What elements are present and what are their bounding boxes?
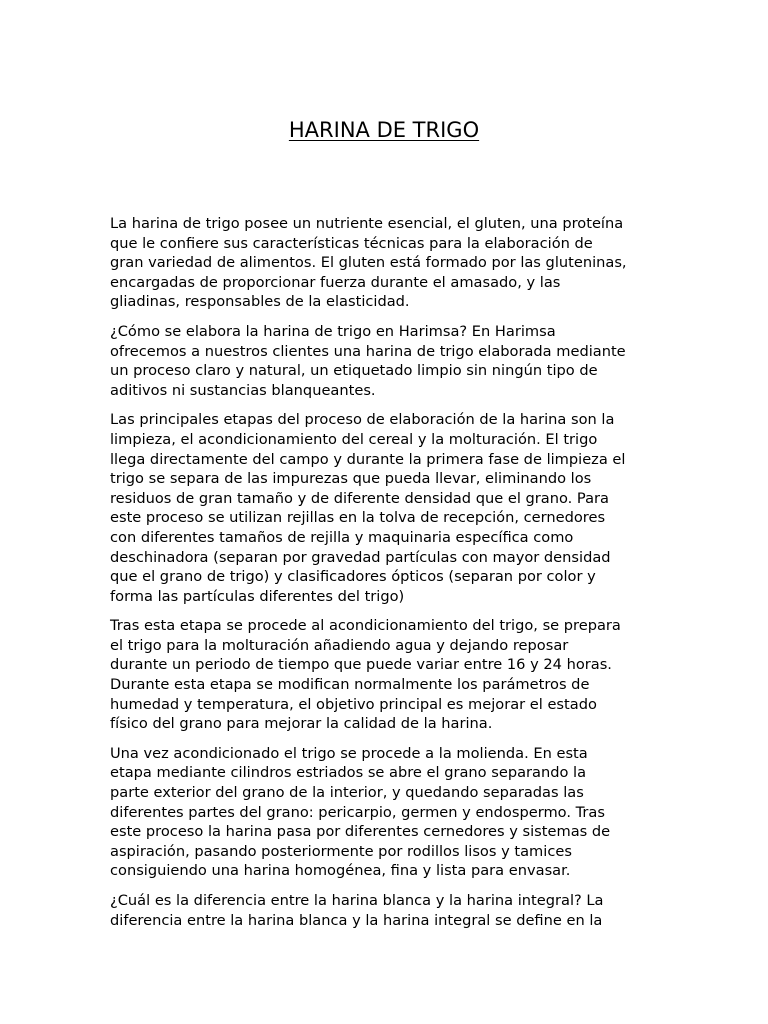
paragraph-milling: Una vez acondicionado el trigo se procede a la molienda. En esta etapa mediante cilindros estriados se abre el grano separando la parte exterior del grano de la interior, y quedando separadas las diferentes partes del grano: pericarpio, germen y endospermo. Tras este proceso la harina pasa por diferentes cernedores y sistemas de aspiración, pasando posteriormente por rodillos lisos y tamices consiguiendo una harina homogénea, fina y lista para envasar. xyxy=(110,744,611,880)
document-body xyxy=(110,214,662,940)
paragraph-gluten: La harina de trigo posee un nutriente esencial, el gluten, una proteína que le confiere sus características técnicas para la elaboración de gran variedad de alimentos. El gluten está formado por las gluteninas, encargadas de proporcionar fuerza durante el amasado, y las gliadinas, responsables de la elasticidad. xyxy=(110,215,627,311)
paragraph-stages-cleaning: Las principales etapas del proceso de elaboración de la harina son la limpieza, el acondicionamiento del cereal y la molturación. El trigo llega directamente del campo y durante la primera fase de limpieza el trigo se separa de las impurezas que pueda llevar, eliminando los residuos de gran tamaño y de diferente densidad que el grano. Para este proceso se utilizan rejillas en la tolva de recepción, cernedores con diferentes tamaños de rejilla y maquinaria específica como deschinadora (separan por gravedad partículas con mayor densidad que el grano de trigo) y clasificadores ópticos (separan por color y forma las partículas diferentes del trigo) xyxy=(110,411,626,605)
document-title: HARINA DE TRIGO xyxy=(288,118,480,142)
paragraph-conditioning: Tras esta etapa se procede al acondicionamiento del trigo, se prepara el trigo para la molturación añadiendo agua y dejando reposar durante un periodo de tiempo que puede variar entre 16 y 24 horas. Durante esta etapa se modifican normalmente los parámetros de humedad y temperatura, el objetivo principal es mejorar el estado físico del grano para mejorar la calidad de la harina. xyxy=(110,617,621,733)
paragraph-harimsa-process: ¿Cómo se elabora la harina de trigo en Harimsa? En Harimsa ofrecemos a nuestros clientes una harina de trigo elaborada mediante un proceso claro y natural, un etiquetado limpio sin ningún tipo de aditivos ni sustancias blanqueantes. xyxy=(110,322,626,399)
paragraph-white-vs-integral: ¿Cuál es la diferencia entre la harina blanca y la harina integral? La diferencia entre la harina blanca y la harina integral se define en la xyxy=(110,892,604,929)
